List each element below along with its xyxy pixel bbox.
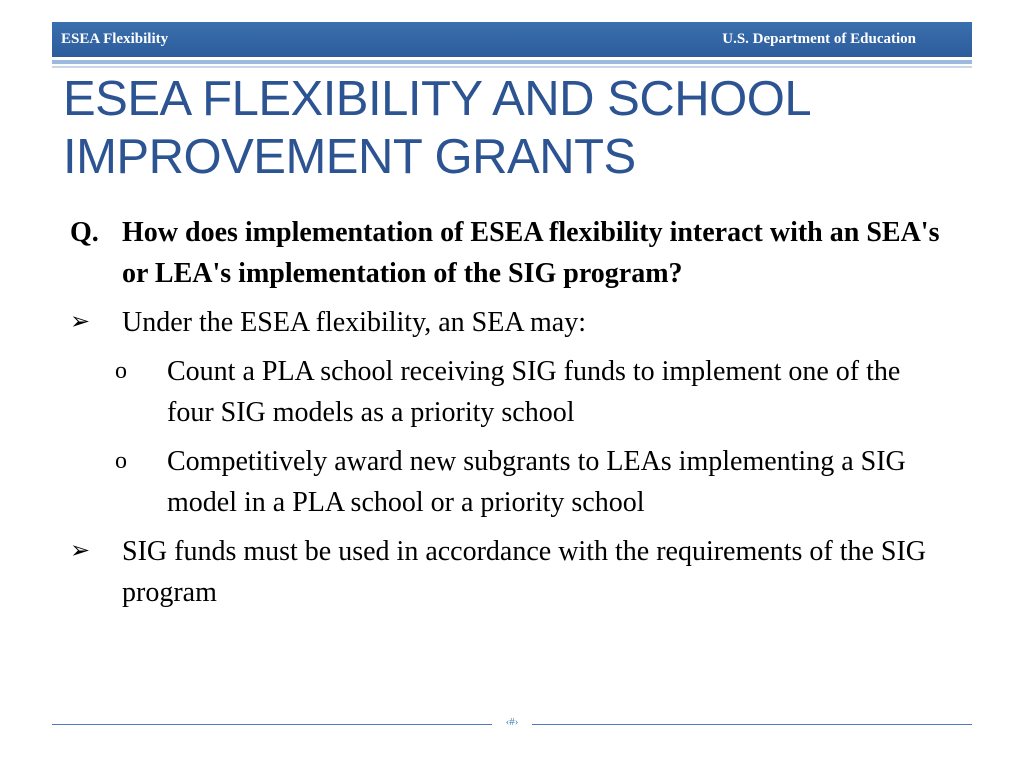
sub-bullet-text: Competitively award new subgrants to LEAs implementing a SIG model in a PLA school or a priority school xyxy=(167,446,906,518)
sub-bullet-text: Count a PLA school receiving SIG funds to implement one of the four SIG models as a priority school xyxy=(167,356,901,428)
bullet-item xyxy=(70,531,950,613)
header-bar xyxy=(52,22,972,57)
bullet-text: Under the ESEA flexibility, an SEA may: xyxy=(122,307,587,338)
slide-title: ESEA FLEXIBILITY AND SCHOOL IMPROVEMENT GRANTS xyxy=(63,72,810,184)
header-divider xyxy=(52,60,972,64)
arrow-bullet-icon: ➢ xyxy=(70,538,91,564)
page-number: ‹#› xyxy=(505,716,519,728)
arrow-bullet-icon: ➢ xyxy=(70,309,91,335)
footer-divider-left xyxy=(52,724,492,725)
circle-bullet-icon: o xyxy=(115,358,127,384)
circle-bullet-icon: o xyxy=(115,448,127,474)
header-department: U.S. Department of Education xyxy=(722,31,916,47)
sub-bullet-item xyxy=(70,351,950,433)
footer-divider-right xyxy=(532,724,972,725)
question-marker: Q. xyxy=(70,217,99,248)
slide-body xyxy=(70,212,950,613)
question-text: How does implementation of ESEA flexibility interact with an SEA's or LEA's implementation of the SIG program? xyxy=(122,217,940,289)
bullet-item xyxy=(70,302,950,343)
header-divider-thin xyxy=(52,66,972,68)
bullet-text: SIG funds must be used in accordance with the requirements of the SIG program xyxy=(122,536,927,608)
header-program-name: ESEA Flexibility xyxy=(61,31,169,47)
question xyxy=(70,212,950,294)
sub-bullet-item xyxy=(70,441,950,523)
